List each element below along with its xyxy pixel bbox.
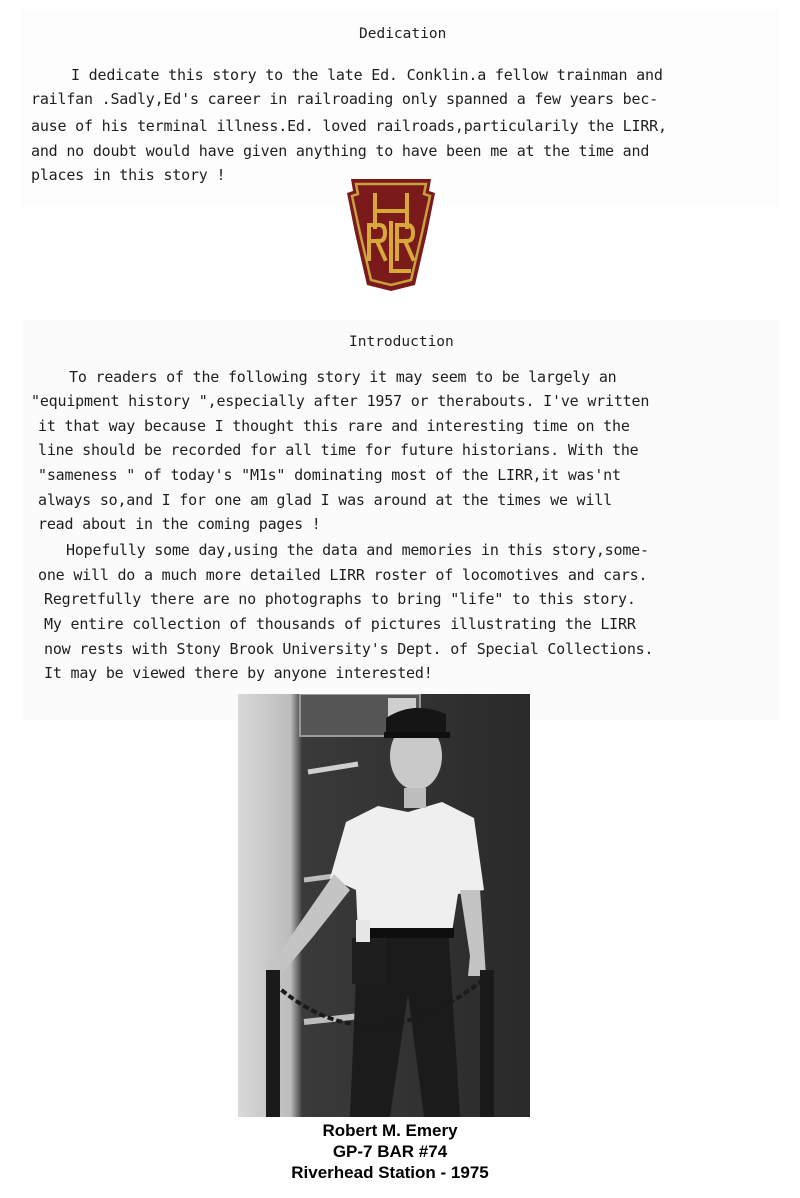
introduction-line: My entire collection of thousands of pictures illustrating the LIRR [44,615,636,633]
introduction-line: it that way because I thought this rare and interesting time on the [38,417,630,435]
introduction-line: Regretfully there are no photographs to bring "life" to this story. [44,590,636,608]
dedication-line: I dedicate this story to the late Ed. Conklin.a fellow trainman and [71,66,663,84]
dedication-line: and no doubt would have given anything to have been me at the time and [31,142,650,160]
introduction-line: always so,and I for one am glad I was around at the times we will [38,491,612,509]
photo-caption-name: Robert M. Emery [322,1121,458,1140]
introduction-heading: Introduction [349,334,454,350]
dedication-heading: Dedication [359,26,447,42]
introduction-line: Hopefully some day,using the data and memories in this story,some- [66,541,649,559]
introduction-line: one will do a much more detailed LIRR roster of locomotives and cars. [38,566,648,584]
dedication-line: ause of his terminal illness.Ed. loved railroads,particularily the LIRR, [31,117,667,135]
introduction-line: It may be viewed there by anyone interested! [44,664,433,682]
introduction-line: "equipment history ",especially after 1957 or therabouts. I've written [31,392,650,410]
lirr-keystone-logo [345,177,437,293]
introduction-line: now rests with Stony Brook University's Dept. of Special Collections. [44,640,654,658]
introduction-line: line should be recorded for all time for future historians. With the [38,441,639,459]
photo-caption-place: Riverhead Station - 1975 [291,1163,489,1182]
introduction-line: read about in the coming pages ! [38,515,321,533]
photo-caption-unit: GP-7 BAR #74 [332,1142,448,1161]
introduction-line: "sameness " of today's "M1s" dominating most of the LIRR,it was'nt [38,466,621,484]
portrait-photo [238,694,530,1117]
dedication-line: railfan .Sadly,Ed's career in railroading only spanned a few years bec- [31,90,658,108]
dedication-line: places in this story ! [31,166,226,184]
introduction-line: To readers of the following story it may seem to be largely an [69,368,617,386]
